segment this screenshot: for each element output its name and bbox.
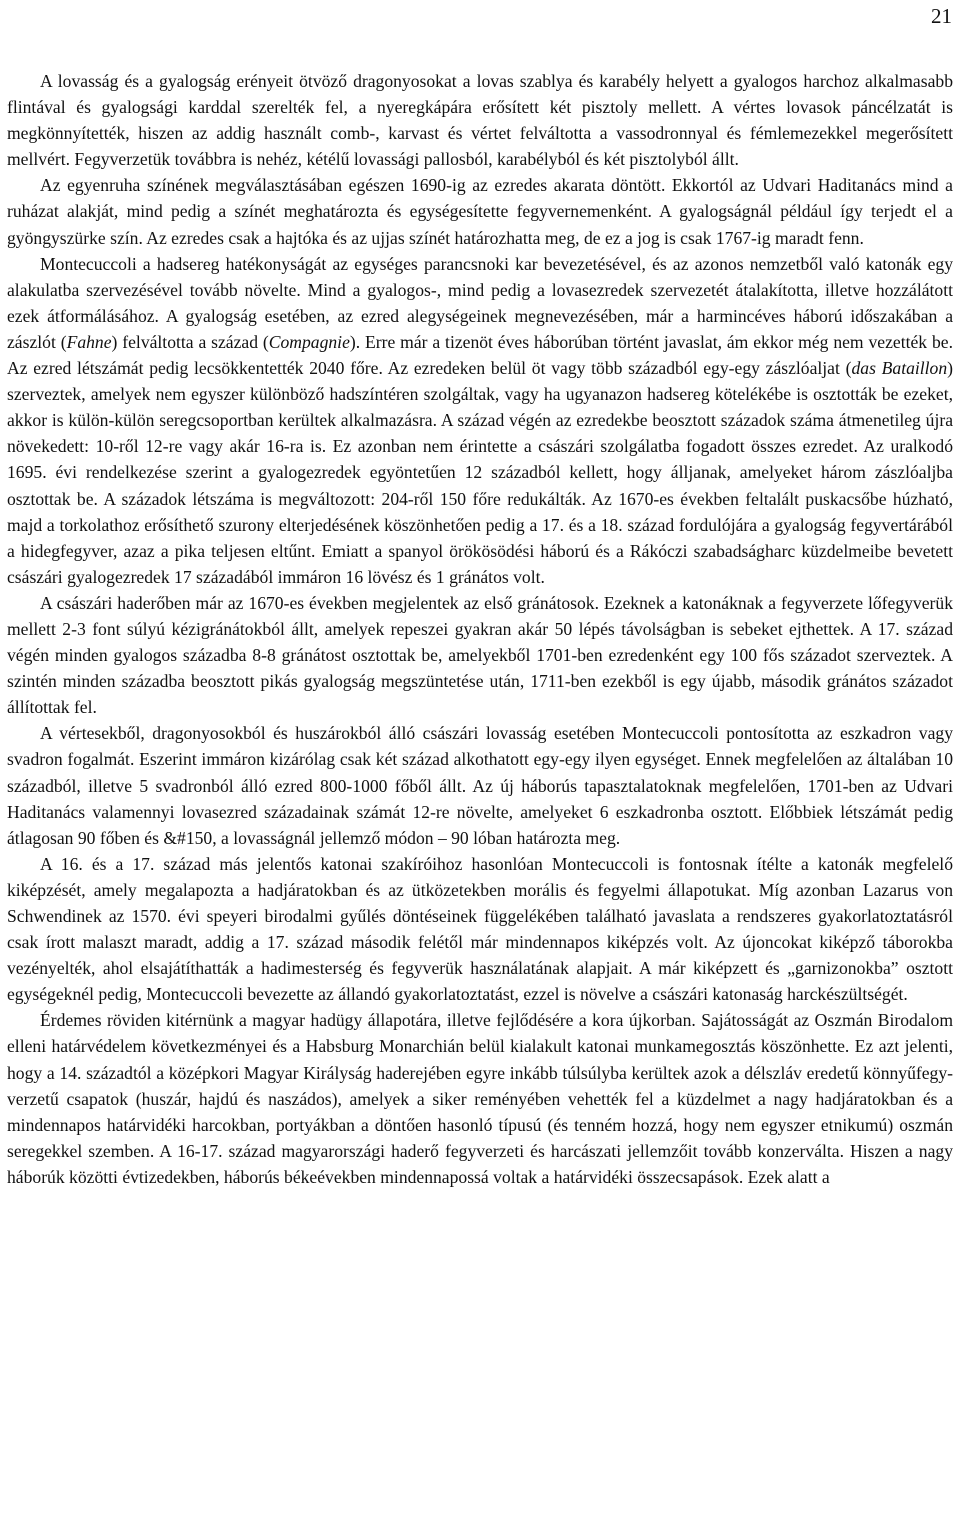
page-number: 21 bbox=[931, 4, 952, 28]
paragraph: Montecuccoli a hadsereg hatékonyságát az egységes parancsnoki kar bevezetésével, és az azonos nemzetből való katonák egy alakulatba szervezésével tovább növelte. Mind a gyalogos-, mind pedig a lovasezredek szervezetét átalakította, illetve hozzálátott ezek átformálásához. A gyalogság esetében, az ezred alegységeinek megnevezésében, már a harmincéves háború időszakában a zászlót (Fahne) felváltotta a század (Compagnie). Erre már a tizenöt éves háborúban történt javaslat, ám ekkor még nem vezették be. Az ezred létszámát pedig lecsökkentették 2040 főre. Az ezredeken belül öt vagy több századból egy-egy zászlóaljat (das Bataillon) szerveztek, amelyek nem egyszer különböző hadszíntéren szolgáltak, vagy ha ugyanazon hadsereg kötelékébe is osztották be ezeket, akkor is külön-külön seregcsoportban kerültek alkalmazásra. A század végén az ezredekbe beosztott századok száma átmenetileg újra növekedett: 10-ről 12-re vagy akár 16-ra is. Ez azonban nem érintette a császári szolgálatba fogadott összes ezredet. Az uralkodó 1695. évi rendelkezése szerint a gyalogezredek egyöntetűen 12 századból kellett, hogy álljanak, amelyeket három zászlóaljba osztottak be. A századok létszáma is megváltozott: 204-ről 150 főre redukálták. Az 1670-es években feltalált puskacsőbe húzható, majd a torkolathoz erősíthető szurony elterjedésének köszönhetően pedig a 17. és a 18. század fordulójára a gyalogság fegyvertárából a hidegfegyver, azaz a pika teljesen eltűnt. Emiatt a spanyol örökösödési háború és a Rákóczi szabadságharc küzdelmeibe bevetett császári gyalogezredek 17 századából immáron 16 lövész és 1 gránátos volt. bbox=[7, 253, 954, 587]
paragraph: Érdemes röviden kitérnünk a magyar hadügy állapotára, illetve fejlődésére a kora újkorban. Sajátosságát az Oszmán Birodalom elleni határvédelem következményei és a Habsburg Monarchián belül kialakult katonai munkamegosztás köszönhette. Ez azt jelenti, hogy a 14. századtól a középkori Magyar Királyság haderejében egyre inkább túlsúlyba kerültek azok a délszláv eredetű könnyűfegyverzetű csapatok (huszár, hajdú és naszádos), amelyek a siker reményében vehették fel a küzdelmet a nagy hadjáratokban és a mindennapos határvidéki harcokban, portyákban a döntően hasonló típusú (és tenném hozzá, hogy nem egyszer etnikumú) oszmán seregekkel szemben. A 16-17. század magyarországi haderő fegyverzeti és harcászati jellemzőit tovább konzerválta. Hiszen a nagy háborúk közötti évtizedekben, háborús békeévekben mindennapossá voltak a határvidéki összecsapások. Ezek alatt a bbox=[7, 1010, 953, 1187]
italic-term: Compagnie bbox=[268, 331, 350, 352]
italic-term: das Bataillon bbox=[851, 358, 948, 379]
italic-term: Fahne bbox=[66, 331, 112, 352]
paragraph: A császári haderőben már az 1670-es években megjelentek az első gránátosok. Ezeknek a katonáknak a fegyverzete lőfegyverük mellett 2-3 font súlyú kézigránátokból állt, amelyek repeszei gyakran akár 50 lépés távolságban is sebeket ejthettek. A 17. század végén minden gyalogos századba 8-8 gránátost osztottak be, amelyekből 1701-ben ezredenként egy 100 fős századot szerveztek. A szintén minden századba beosztott pikás gyalogság megszüntetése után, 1711-ben ezekből is egy újabb, második gránátos századot állítottak fel. bbox=[7, 592, 953, 718]
paragraph: A 16. és a 17. század más jelentős katonai szakíróihoz hasonlóan Montecuccoli is fontosnak ítélte a katonák megfelelő kiképzését, amely megalapozta a hadjáratokban és az ütközetekben morális és fegyelmi állapotukat. Míg azonban Lazarus von Schwendinek az 1570. évi speyeri birodalmi gyűlés döntéseinek függelékében található javaslata a rendszeres gyakorlatoztatásról csak írott malaszt maradt, addig a 17. század második felétől már mindennapos kiképzés volt. Az újoncokat kiképző táborokba vezényelték, ahol elsajátíthatták a hadimesterség és fegyverük használatának alapjait. A már kiképzett és „garnizonokba” osztott egységeknél pedig, Montecuccoli bevezette az állandó gyakorlatoztatást, ezzel is növelve a császári katonaság harckészültségét. bbox=[7, 853, 953, 1005]
paragraph: Az egyenruha színének megválasztásában egészen 1690-ig az ezredes akarata döntött. Ekkortól az Udvari Haditanács mind a ruházat alakját, mind pedig a színét meghatározta és egységesítette fegyvernemenként. A gyalogságnál például így terjedt el a gyöngyszürke szín. Az ezredes csak a hajtóka és az ujjas színét határozhatta meg, de ez a jog is csak 1767-ig maradt fenn. bbox=[7, 175, 953, 248]
paragraph: A lovasság és a gyalogság erényeit ötvöző dragonyosokat a lovas szablya és karabély helyett a gyalogos harchoz alkalmasabb flintával és gyalogsági karddal szerelték fel, a nyeregkápára erősített két pisztoly mellett. A vértes lovasok páncélzatát is megkönnyítették, hiszen az addig használt comb-, karvast és vértet felváltotta a vassodronnyal és fémlemezekkel megerősített mellvért. Fegyverzetük továbbra is nehéz, kétélű lovassági pallosból, karabélyból és két pisztolyból állt. bbox=[7, 71, 953, 170]
paragraph: A vértesekből, dragonyosokból és huszárokból álló császári lovasság esetében Montecuccoli pontosította az eszkadron vagy svadron fogalmát. Eszerint immáron kizárólag csak két század alkothatott egy-egy ilyen egységet. Ennek megfelelően az általában 10 századból, illetve 5 svadronból álló ezred 800-1000 főből állt. Az új háborús tapasztalatoknak megfelelően, 1701-ben az Udvari Haditanács valamennyi lovasezred századainak számát 12-re növelte, amelyeket 6 eszkadronba osztott. Előbbiek létszámát pedig átlagosan 90 főben és &#150, a lovasságnál jellemző módon – 90 lóban határozta meg. bbox=[7, 723, 953, 848]
body-text bbox=[7, 68, 953, 1190]
